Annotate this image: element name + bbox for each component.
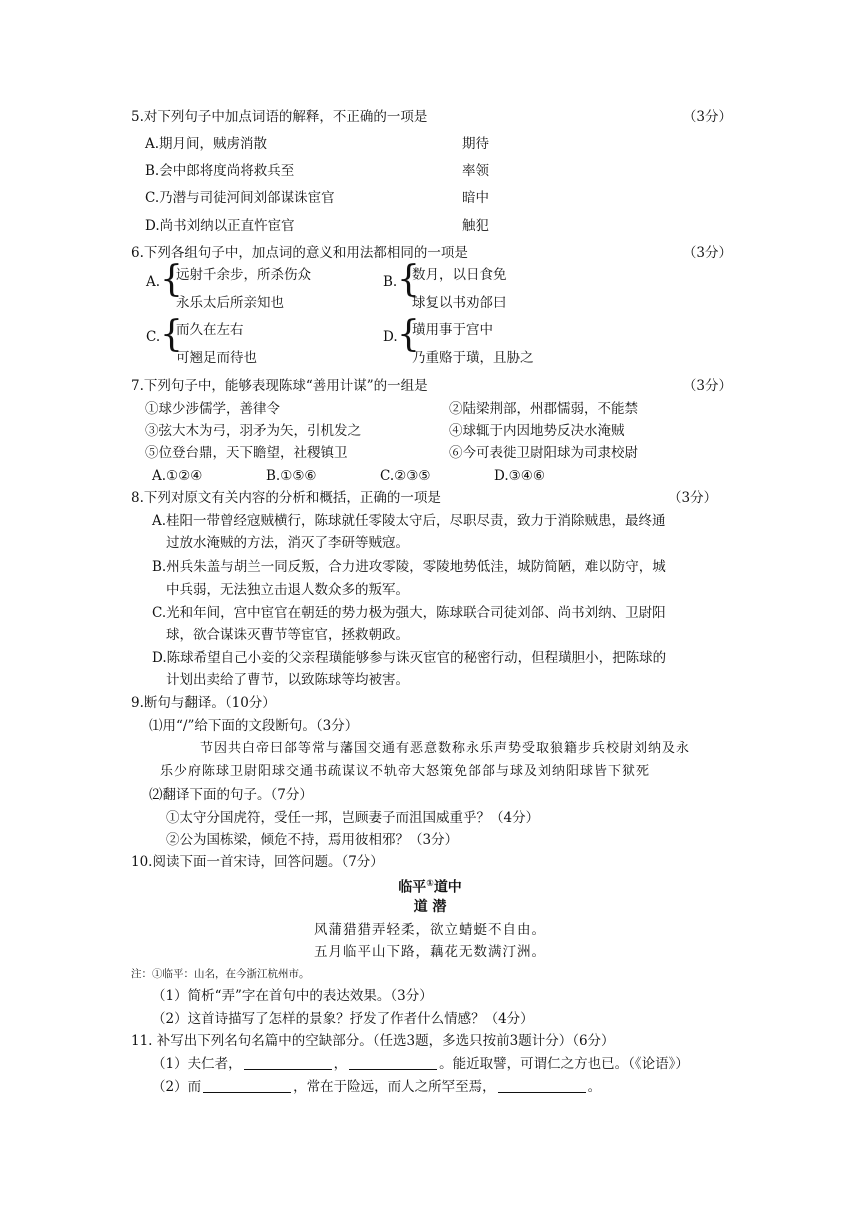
- q7-choice-d: D.③④⑥: [494, 468, 545, 484]
- q7-stem: 7.下列句子中，能够表现陈球“善用计谋”的一组是: [131, 378, 428, 394]
- q9-part1: ⑴用“/”给下面的文段断句。（3分）: [149, 718, 359, 734]
- q7-choice-a: A.①②④: [152, 468, 203, 484]
- q5-meaning-a: 期待: [462, 136, 489, 152]
- answer-blank: [244, 1055, 332, 1070]
- q5-option-c: C.乃潜与司徒河间刘郃谋诛宦官: [145, 190, 335, 206]
- q11-sub-1: （1）夫仁者， ， 。能近取譬，可谓仁之方也已。（《论语》）: [152, 1056, 689, 1072]
- q6-brace-c: {: [160, 314, 183, 355]
- q7-score: （3分）: [682, 378, 732, 394]
- q7-item-1: ①球少涉儒学，善律令: [145, 401, 280, 417]
- q5-option-b: B.会中郎将度尚将救兵至: [145, 163, 295, 179]
- q7-item-2: ②陆梁荆部，州郡懦弱，不能禁: [449, 401, 638, 417]
- answer-blank: [349, 1055, 437, 1070]
- q6-label-b: B.: [383, 274, 398, 290]
- q6-brace-a: {: [160, 259, 183, 300]
- q6-d-line2: 乃重赂于璜，且胁之: [412, 350, 534, 366]
- q6-label-c: C.: [146, 329, 161, 345]
- q6-c-line1: 而久在左右: [176, 322, 244, 338]
- q8-d-line2: 计划出卖给了曹节，以致陈球等均被害。: [166, 672, 409, 688]
- q9-sentence-1: ①太守分国虎符，受任一邦，岂顾妻子而沮国威重乎？（4分）: [166, 810, 540, 826]
- q7-item-4: ④球辄于内因地势反决水淹贼: [449, 423, 625, 439]
- q10-stem: 10.阅读下面一首宋诗，回答问题。（7分）: [131, 854, 384, 870]
- q11-stem: 11. 补写出下列名句名篇中的空缺部分。（任选3题，多选只按前3题计分）（6分）: [131, 1033, 615, 1049]
- q6-a-line2: 永乐太后所亲知也: [176, 295, 284, 311]
- q7-choice-b: B.①⑤⑥: [266, 468, 317, 484]
- q6-stem: 6.下列各组句子中，加点词的意义和用法都相同的一项是: [131, 245, 468, 261]
- poem-line-1: 风蒲猎猎弄轻柔，欲立蜻蜓不自由。: [314, 922, 546, 938]
- q5-option-d: D.尚书刘纳以正直忤宦官: [145, 218, 295, 234]
- poem-line-2: 五月临平山下路，藕花无数满汀洲。: [314, 944, 546, 960]
- q6-d-line1: 璜用事于宫中: [412, 322, 493, 338]
- q8-a-line1: A.桂阳一带曾经寇贼横行，陈球就任零陵太守后，尽职尽责，致力于消除贼患，最终通: [152, 513, 666, 529]
- q11-sub-2: （2）而 ，常在于险远，而人之所罕至焉， 。: [152, 1079, 602, 1095]
- q6-label-d: D.: [383, 329, 398, 345]
- q6-brace-b: {: [397, 259, 420, 300]
- q8-a-line2: 过放水淹贼的方法，消灭了李研等贼寇。: [166, 535, 409, 551]
- q5-meaning-c: 暗中: [462, 190, 489, 206]
- answer-blank: [498, 1078, 586, 1093]
- poem-title: 临平①道中: [398, 879, 462, 896]
- q10-sub-2: （2）这首诗描写了怎样的景象？抒发了作者什么情感？（4分）: [152, 1011, 534, 1027]
- q5-stem: 5.对下列句子中加点词语的解释，不正确的一项是: [131, 109, 428, 125]
- q5-score: （3分）: [682, 109, 732, 125]
- q9-passage-line2: 乐少府陈球卫尉阳球交通书疏谋议不轨帝大怒策免郃郃与球及刘纳阳球皆下狱死: [160, 764, 651, 779]
- q5-option-a: A.期月间，贼虏消散: [145, 136, 268, 152]
- q8-b-line1: B.州兵朱盖与胡兰一同反叛，合力进攻零陵，零陵地势低洼，城防简陋，难以防守，城: [152, 559, 666, 575]
- q10-sub-1: （1）简析“弄”字在首句中的表达效果。（3分）: [152, 988, 433, 1004]
- q9-part2: ⑵翻译下面的句子。（7分）: [149, 787, 313, 803]
- q6-score: （3分）: [682, 245, 732, 261]
- q7-item-6: ⑥今可表徙卫尉阳球为司隶校尉: [449, 445, 638, 461]
- poem-note: 注：①临平：山名，在今浙江杭州市。: [131, 968, 310, 980]
- q6-c-line2: 可翘足而待也: [176, 350, 257, 366]
- q7-item-5: ⑤位登台鼎，天下瞻望，社稷镇卫: [145, 445, 348, 461]
- q8-stem: 8.下列对原文有关内容的分析和概括，正确的一项是: [131, 490, 441, 506]
- q6-brace-d: {: [397, 314, 420, 355]
- q8-b-line2: 中兵弱，无法独立击退人数众多的叛军。: [166, 582, 409, 598]
- q8-score: （3分）: [668, 490, 718, 506]
- q7-item-3: ③弦大木为弓，羽矛为矢，引机发之: [145, 423, 361, 439]
- q6-b-line2: 球复以书劝郃曰: [412, 295, 507, 311]
- poem-title-footnote-mark: ①: [426, 879, 434, 889]
- q6-label-a: A.: [146, 274, 161, 290]
- q8-c-line1: C.光和年间，宫中宦官在朝廷的势力极为强大，陈球联合司徒刘郃、尚书刘纳、卫尉阳: [152, 605, 666, 621]
- q5-meaning-b: 率领: [462, 163, 489, 179]
- q8-d-line1: D.陈球希望自己小妾的父亲程璜能够参与诛灭宦官的秘密行动，但程璜胆小，把陈球的: [152, 650, 667, 666]
- q8-c-line2: 球，欲合谋诛灭曹节等宦官，拯救朝政。: [166, 627, 409, 643]
- q6-b-line1: 数月，以日食免: [412, 267, 507, 283]
- answer-blank: [203, 1078, 291, 1093]
- q5-meaning-d: 触犯: [462, 218, 489, 234]
- q9-stem: 9.断句与翻译。（10分）: [131, 695, 276, 711]
- poem-author: 道 潜: [413, 899, 447, 915]
- q7-choice-c: C.②③⑤: [380, 468, 431, 484]
- q6-a-line1: 远射千余步，所杀伤众: [176, 267, 311, 283]
- q9-passage-line1: 节因共白帝曰郃等常与藩国交通有恶意数称永乐声势受取狼籍步兵校尉刘纳及永: [200, 741, 691, 756]
- q9-sentence-2: ②公为国栋梁，倾危不持，焉用彼相邪？（3分）: [166, 832, 459, 848]
